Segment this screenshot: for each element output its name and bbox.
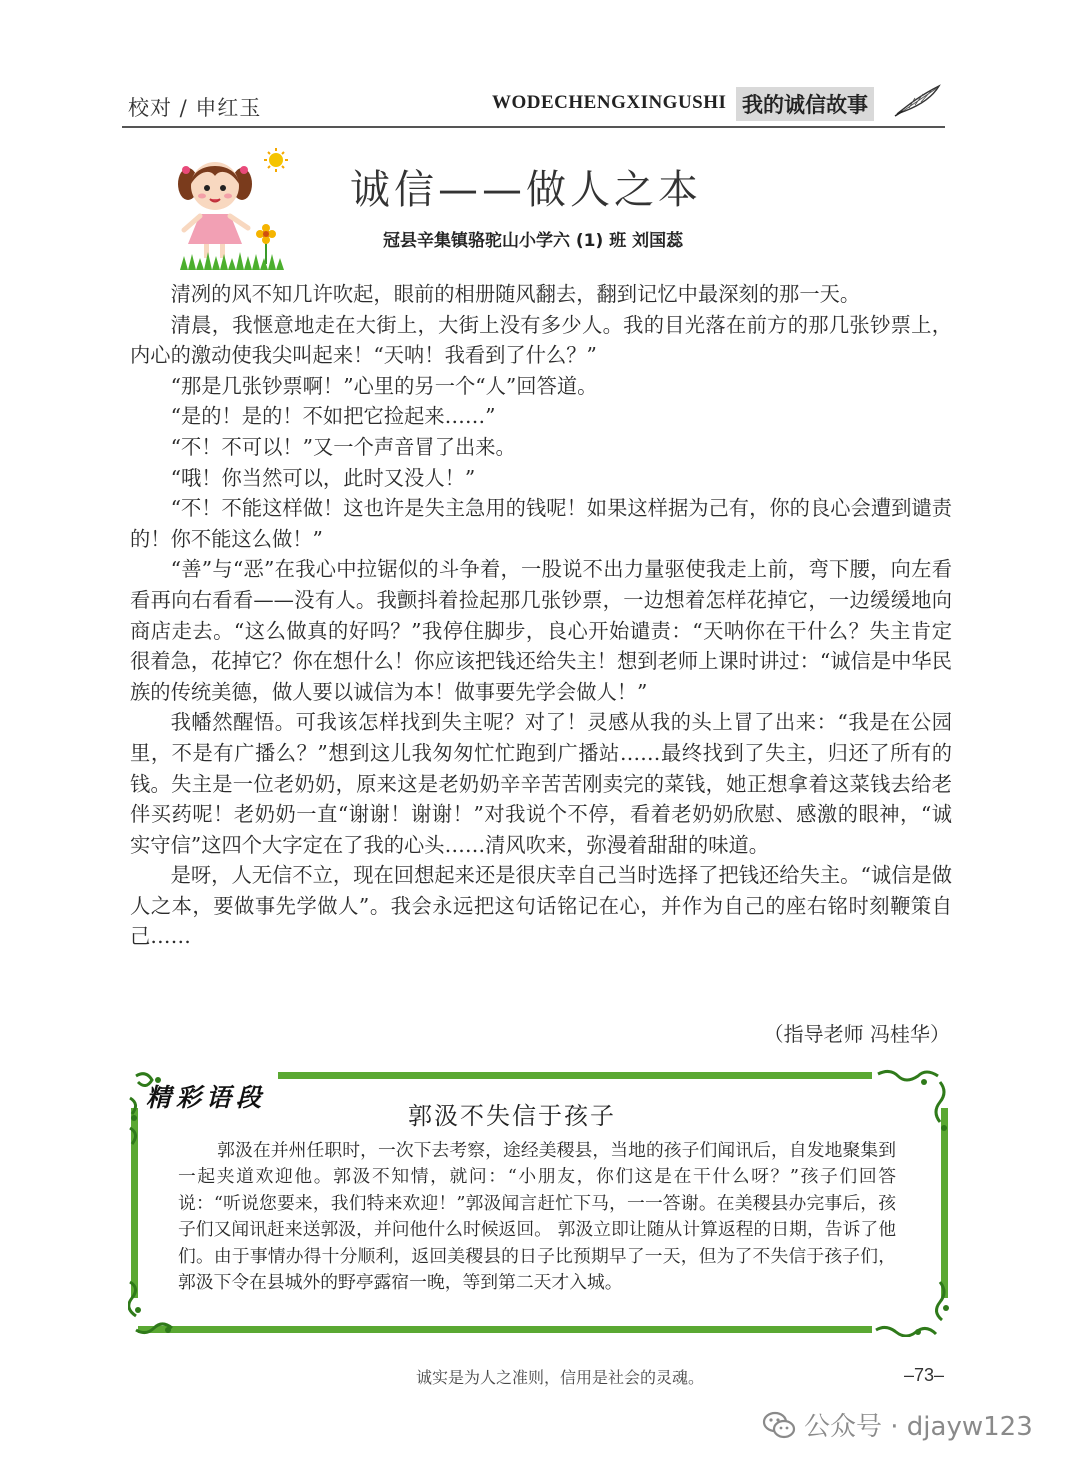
paragraph: “善”与“恶”在我心中拉锯似的斗争着，一股说不出力量驱使我走上前，弯下腰，向左看看再向右看看——没有人。我颤抖着捡起那几张钞票，一边想着怎样花掉它，一边缓缓地向商店走去。“这么做真的好吗？”我停住脚步，良心开始谴责：“天呐你在干什么？失主肯定很着急，花掉它？你在想什么！你应该把钱还给失主！想到老师上课时讲过：“诚信是中华民族的传统美德，做人要以诚信为本！做事要先学会做人！”	[130, 557, 952, 704]
paragraph: “不！不能这样做！这也许是失主急用的钱呢！如果这样据为己有，你的良心会遭到谴责的！你不能这么做！”	[130, 496, 952, 551]
excerpt-title: 郭汲不失信于孩子	[408, 1102, 616, 1130]
watermark-text: 公众号 · djayw123	[804, 1412, 1033, 1442]
footer-quote: 诚实是为人之准则，信用是社会的灵魂。	[416, 1368, 705, 1387]
paragraph: “那是几张钞票啊！”心里的另一个“人”回答道。	[170, 373, 598, 398]
page-number: –73–	[904, 1365, 945, 1385]
paragraph: “是的！是的！不如把它捡起来……”	[170, 404, 496, 429]
paragraph: 清冽的风不知几许吹起，眼前的相册随风翻去，翻到记忆中最深刻的那一天。	[170, 282, 861, 306]
cartoon-girl-illustration	[170, 146, 290, 274]
article-byline: 冠县辛集镇骆驼山小学六 (1) 班 刘国蕊	[383, 231, 684, 251]
series-name: 我的诚信故事	[736, 87, 874, 121]
quill-pen-icon	[893, 84, 943, 118]
paragraph: 清晨，我惬意地走在大街上，大街上没有多少人。我的目光落在前方的那几张钞票上，内心的激动使我尖叫起来！“天呐！我看到了什么？”	[130, 312, 952, 368]
paragraph: 郭汲在并州任职时，一次下去考察，途经美稷县，当地的孩子们闻讯后，自发地聚集到一起夹道欢迎他。郭汲不知情，就问：“小朋友，你们这是在干什么呀？”孩子们回答说：“听说您要来，我们特来欢迎！”郭汲闻言赶忙下马，一一答谢。在美稷县办完事后，孩子们又闻讯赶来送郭汲，并问他什么时候返回。 郭汲立即让随从计算返程的日期，告诉了他们。由于事情办得十分顺利，返回美稷县的日子比预期早了一天，但为了不失信于孩子们，郭汲下令在县城外的野亭露宿一晚，等到第二天才入城。	[178, 1140, 896, 1294]
article-title: 诚信——做人之本	[350, 167, 702, 213]
paragraph: 是呀，人无信不立，现在回想起来还是很庆幸自己当时选择了把钱还给失主。“诚信是做人之本，要做事先学做人”。我会永远把这句话铭记在心，并作为自己的座右铭时刻鞭策自己……	[130, 863, 952, 949]
proofreader-credit: 校对 / 申红玉	[128, 96, 262, 120]
advisor-credit: （指导老师 冯桂华）	[763, 1022, 950, 1046]
wechat-icon	[762, 1410, 796, 1440]
paragraph: “哦！你当然可以，此时又没人！”	[170, 465, 476, 490]
paragraph: “不！不可以！”又一个声音冒了出来。	[170, 434, 516, 459]
article-body	[130, 279, 952, 952]
watermark	[762, 1406, 1033, 1443]
series-name-pinyin: WODECHENGXINGUSHI	[492, 92, 727, 113]
header-divider	[122, 126, 945, 128]
sun-icon	[264, 148, 288, 172]
paragraph: 我幡然醒悟。可我该怎样找到失主呢？对了！灵感从我的头上冒了出来：“我是在公园里，不是有广播么？”想到这儿我匆匆忙忙跑到广播站……最终找到了失主，归还了所有的钱。失主是一位老奶奶，原来这是老奶奶辛辛苦苦刚卖完的菜钱，她正想拿着这菜钱去给老伴买药呢！老奶奶一直“谢谢！谢谢！”对我说个不停，看着老奶奶欣慰、感激的眼神，“诚实守信”这四个大字定在了我的心头……清风吹来，弥漫着甜甜的味道。	[130, 710, 952, 857]
excerpt-body	[178, 1138, 896, 1296]
excerpt-section-label: 精彩语段	[146, 1083, 267, 1112]
